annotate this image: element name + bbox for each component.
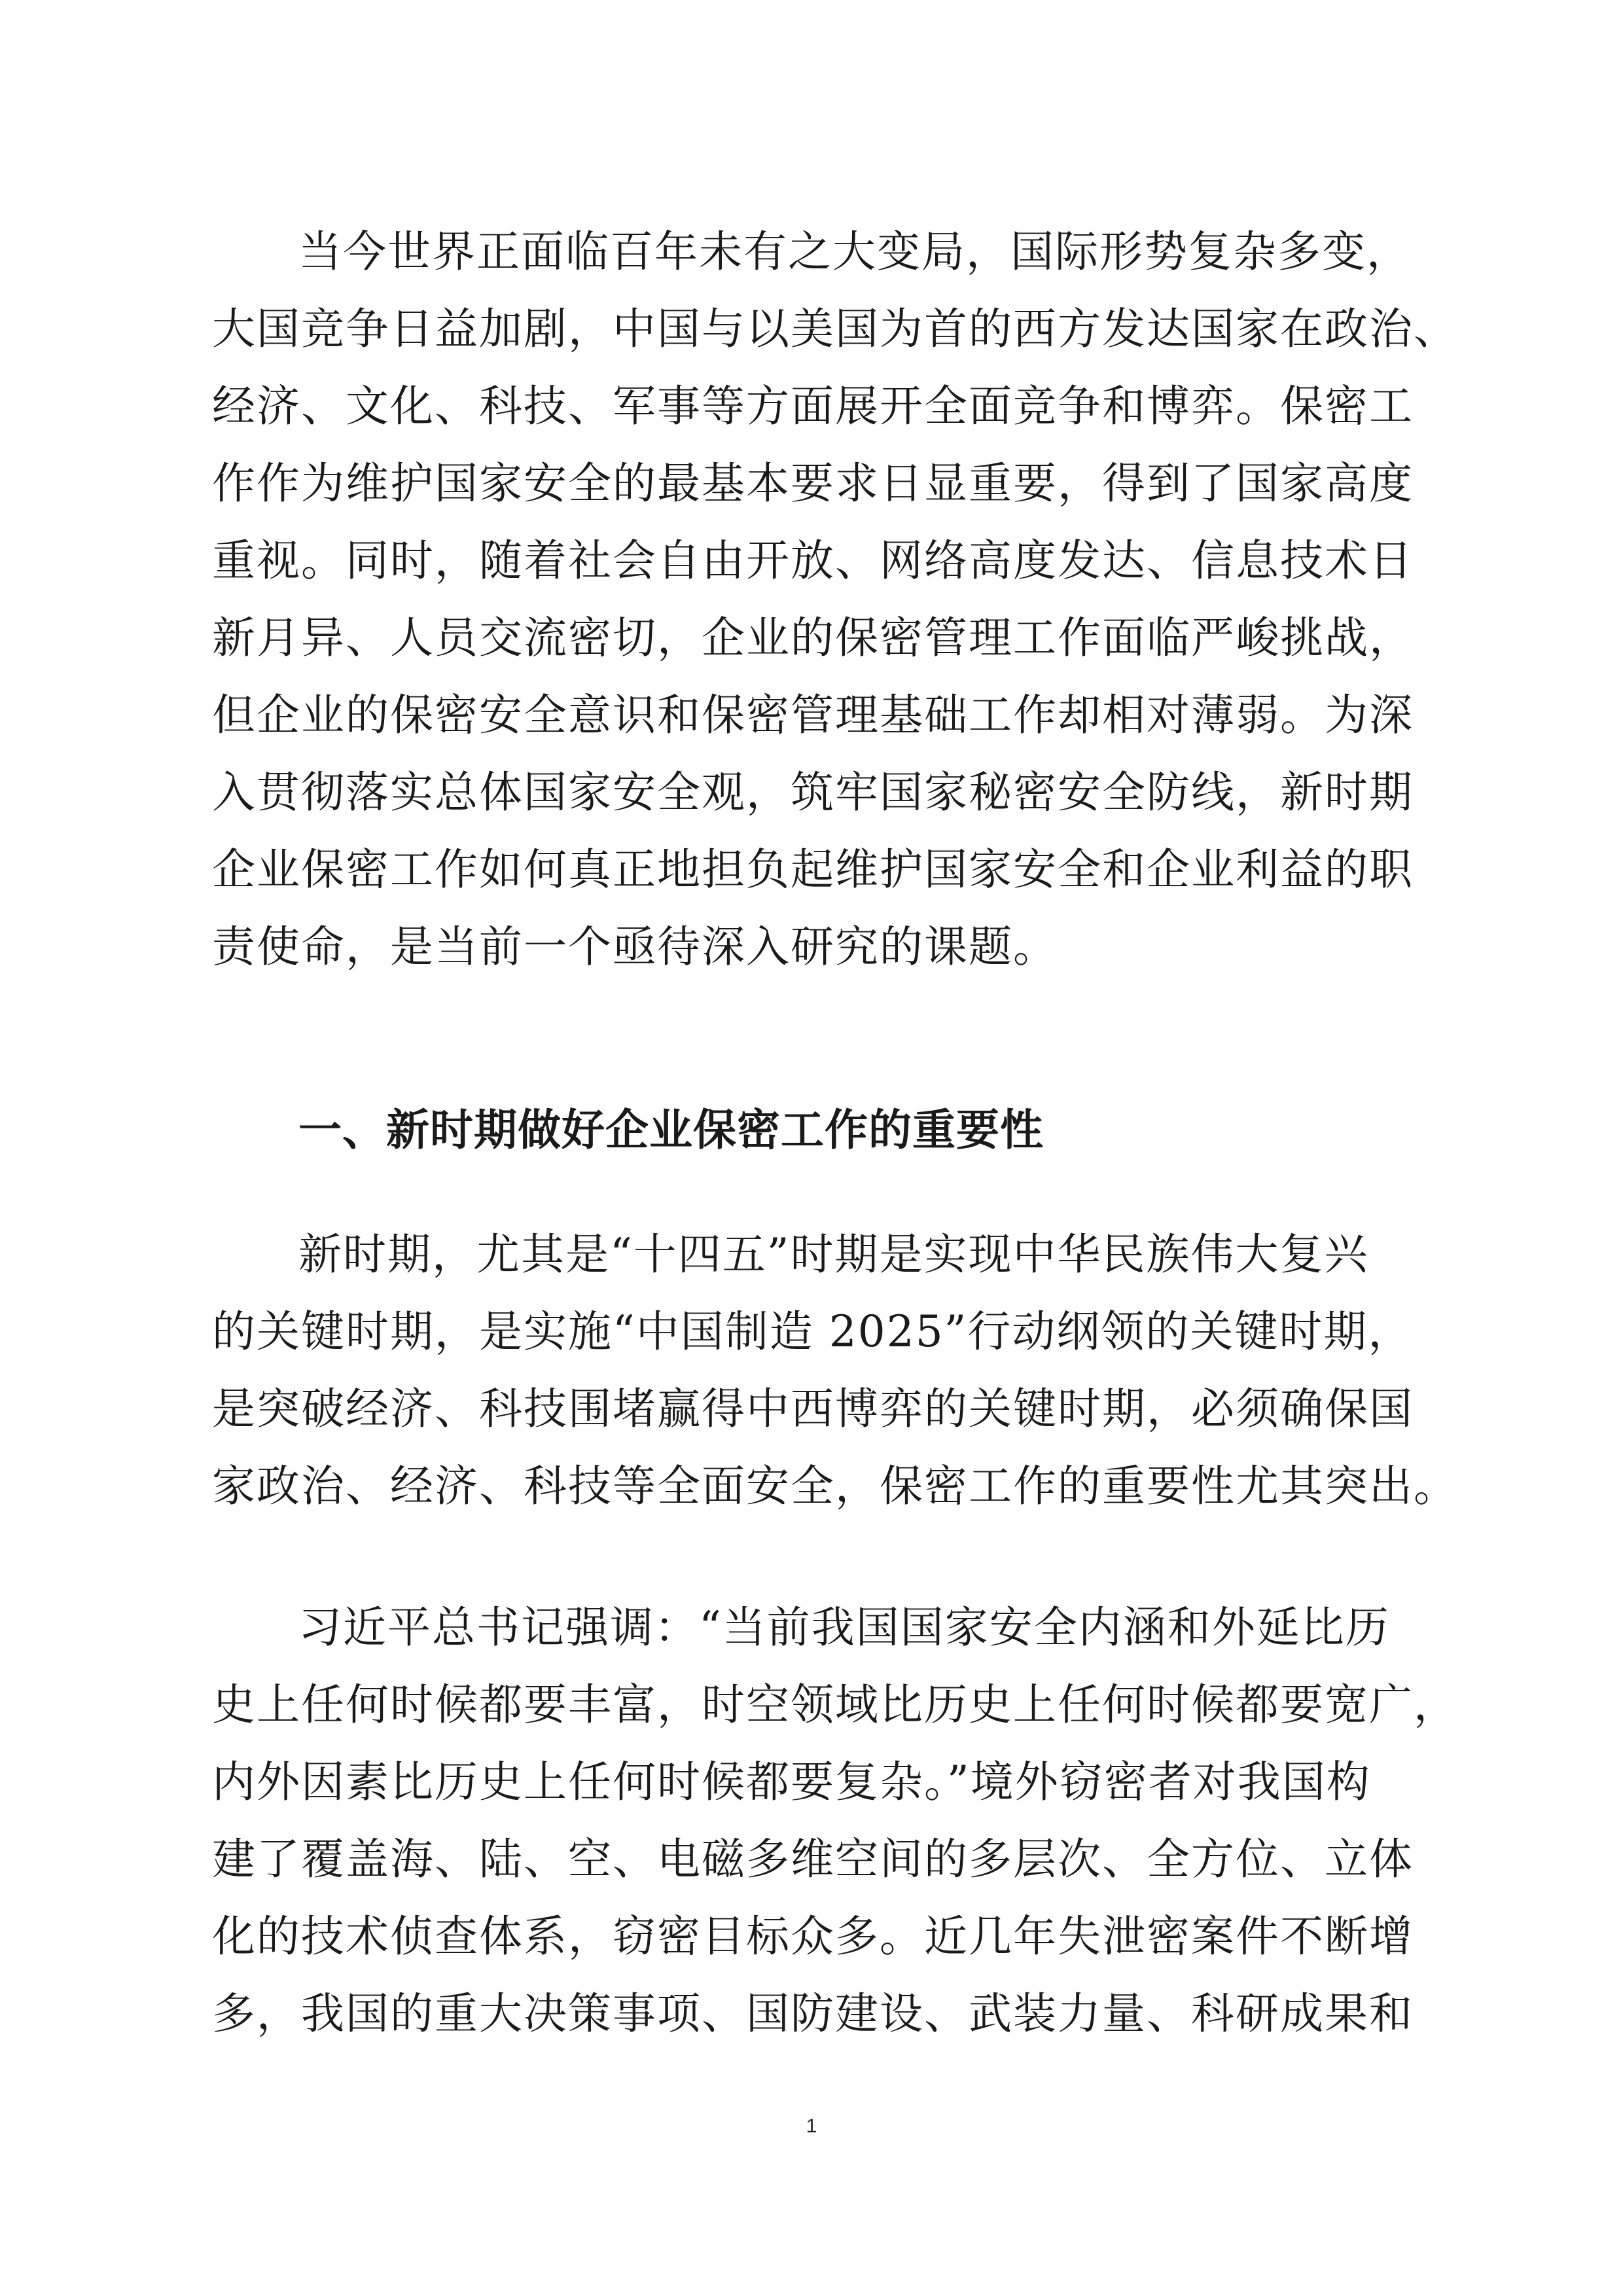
paragraph-line: 责使命，是当前一个亟待深入研究的课题。	[212, 922, 1058, 972]
paragraph-line: 建了覆盖海、陆、空、电磁多维空间的多层次、全方位、立体	[212, 1834, 1414, 1884]
section-heading-text: 一、新时期做好企业保密工作的重要性	[298, 1105, 1044, 1155]
paragraph-line: 当今世界正面临百年未有之大变局，国际形势复杂多变，	[298, 226, 1411, 277]
paragraph-line: 新时期，尤其是“十四五”时期是实现中华民族伟大复兴	[298, 1229, 1369, 1280]
paragraph-line: 重视。同时，随着社会自由开放、网络高度发达、信息技术日	[212, 535, 1414, 586]
paragraph-line: 内外因素比历史上任何时候都要复杂。”境外窃密者对我国构	[212, 1757, 1371, 1807]
paragraph-quote	[212, 1602, 1458, 2039]
paragraph-line: 是突破经济、科技围堵赢得中西博弈的关键时期，必须确保国	[212, 1384, 1414, 1434]
paragraph-line: 经济、文化、科技、军事等方面展开全面竞争和博弈。保密工	[212, 381, 1414, 431]
paragraph-intro	[212, 226, 1458, 972]
paragraph-line: 但企业的保密安全意识和保密管理基础工作却相对薄弱。为深	[212, 690, 1414, 740]
page-number: 1	[806, 2115, 817, 2137]
paragraph-line: 化的技术侦查体系，窃密目标众多。近几年失泄密案件不断增	[212, 1911, 1414, 1962]
paragraph-line: 的关键时期，是实施“中国制造 2025”行动纲领的关键时期，	[212, 1306, 1413, 1357]
paragraph-line: 家政治、经济、科技等全面安全，保密工作的重要性尤其突出。	[212, 1461, 1458, 1511]
paragraph-line: 大国竞争日益加剧，中国与以美国为首的西方发达国家在政治、	[212, 304, 1458, 354]
section-heading	[212, 1105, 1429, 1155]
paragraph-line: 习近平总书记强调：“当前我国国家安全内涵和外延比历	[298, 1602, 1390, 1653]
paragraph-line: 多，我国的重大决策事项、国防建设、武装力量、科研成果和	[212, 1988, 1414, 2039]
paragraph-line: 企业保密工作如何真正地担负起维护国家安全和企业利益的职	[212, 844, 1414, 895]
paragraph-importance	[212, 1229, 1458, 1511]
paragraph-line: 新月异、人员交流密切，企业的保密管理工作面临严峻挑战，	[212, 613, 1414, 663]
paragraph-line: 作作为维护国家安全的最基本要求日显重要，得到了国家高度	[212, 458, 1414, 509]
paragraph-line: 史上任何时候都要丰富，时空领域比历史上任何时候都要宽广，	[212, 1679, 1458, 1730]
paragraph-line: 入贯彻落实总体国家安全观，筑牢国家秘密安全防线，新时期	[212, 767, 1414, 817]
